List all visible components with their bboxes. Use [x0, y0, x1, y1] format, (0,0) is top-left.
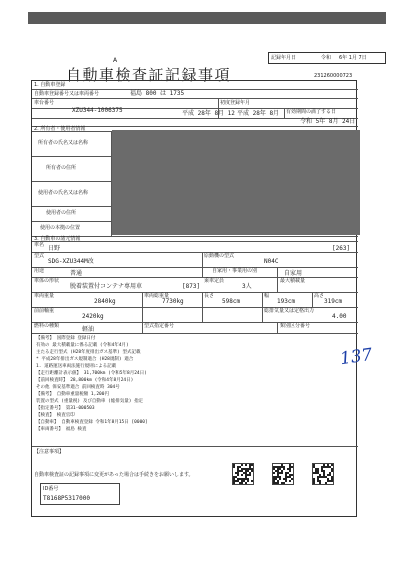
qr-pattern [273, 464, 293, 484]
gross-weight-label: 車両総重量 [144, 293, 170, 299]
remark-line: * 平成28年排出ガス規制適合 (H28規制) 適合 [36, 357, 134, 362]
section-registration-heading: 1. 自動車登録 [34, 82, 66, 88]
use-value: 普通 [70, 270, 83, 277]
stamp-era: 令和 [321, 55, 332, 61]
use-label: 用途 [34, 268, 45, 274]
section-specs-heading: 3. 自動車の諸元情報 [34, 236, 81, 242]
remark-line: 1. 道路運送車両法施行規則による記載 [36, 364, 117, 369]
notice-text: 自動車検査証の記録事項に変更があった場合は手続きをお願いします。 [34, 472, 194, 478]
qr-pattern [313, 464, 333, 484]
body-shape-value: 脱着装置付コンテナ専用車 [70, 283, 143, 290]
stamp-value: 6年 1月 7日 [339, 55, 367, 61]
plate-label: 自動車登録番号又は車両番号 [34, 91, 100, 97]
max-load-label: 最大積載量 [280, 278, 306, 284]
fuel-label: 燃料の種類 [34, 323, 60, 329]
fuel-value: 軽油 [82, 326, 95, 333]
id-code-label: ID番号 [43, 486, 59, 492]
displacement-label: 総排気量又は定格出力 [264, 308, 315, 314]
class-number-label: 類別区分番号 [280, 323, 311, 329]
notes-heading: 【注意事項】 [34, 449, 65, 455]
remark-line: 有効の 最大積載量に係る記載 (令和4年4月) [36, 343, 129, 348]
remark-line: 【備考】 自動車重量税額 1,200円 [36, 392, 109, 397]
height-label: 高さ [314, 293, 325, 299]
expiry-value: 令和 5年 8月 24日 [300, 118, 356, 125]
remark-line: 装置の型式 (重量税) 及び自動車 (総排気量) 指定 [36, 399, 144, 404]
weight-label: 車両重量 [34, 293, 55, 299]
type-designation-label: 型式指定番号 [144, 323, 175, 329]
body-shape-label: 車体の形状 [34, 278, 60, 284]
id-code-value: T8168P5317000 [43, 495, 90, 502]
remark-line: 【前回検査時】 28,800km (令和4年8月24日) [36, 378, 134, 383]
section-owner-heading: 2. 所有者・使用者情報 [34, 126, 86, 132]
top-redaction-bar [28, 12, 386, 24]
document-mark: A [113, 57, 118, 64]
first-reg-label: 初度登録年月 [220, 100, 251, 106]
remark-line: 【検査】 検査官印 [36, 413, 75, 418]
car-name-value: 日野 [48, 245, 61, 252]
user-address-label: 使用者の住所 [46, 210, 77, 216]
front-axle-label: 前前軸重 [34, 308, 55, 314]
height-value: 319cm [324, 298, 343, 305]
owner-name-label: 所有者の氏名又は名称 [38, 140, 89, 146]
gross-weight-value: 7730kg [162, 298, 184, 305]
weight-value: 2840kg [94, 298, 116, 305]
document-title: 自動車検査証記録事項 [66, 66, 232, 84]
capacity-label: 乗車定員 [204, 278, 225, 284]
plate-value: 福島 800 は 1735 [130, 90, 185, 97]
vin-label: 車台番号 [34, 100, 55, 106]
capacity-value: 3人 [242, 283, 252, 290]
qr-pattern [233, 464, 253, 484]
qr-code-1 [232, 463, 254, 485]
expiry-label: 有効期間の満了する日 [286, 109, 337, 115]
width-value: 193cm [277, 298, 296, 305]
owner-address-label: 所有者の住所 [46, 165, 77, 171]
body-shape-code: [873] [182, 283, 201, 290]
front-axle-value: 2420kg [82, 313, 104, 320]
engine-value: N04C [264, 258, 279, 265]
width-label: 幅 [264, 293, 270, 299]
certificate-number: 231260000723 [314, 73, 353, 79]
stamp-label: 記録年月日 [271, 55, 297, 61]
handwritten-number: 137 [338, 344, 374, 370]
base-location-label: 使用の本拠の位置 [40, 225, 81, 231]
length-value: 598cm [222, 298, 241, 305]
id-code-box [40, 483, 120, 505]
vin-value: XZU344-1006375 [72, 107, 123, 114]
first-reg-value: 平成 28年 8月 12 [182, 110, 235, 117]
prev-inspection-value: 平成 28年 8月 [237, 110, 280, 117]
car-name-label: 車名 [34, 242, 45, 248]
remark-line: 【指定番号】 第31-000503 [36, 406, 95, 411]
qr-code-2 [272, 463, 294, 485]
remark-line: 【自動車】 自動車検査登録 令和1年8月15日 [0000] [36, 420, 148, 425]
record-date-stamp [268, 52, 386, 64]
displacement-value: 4.00 [332, 313, 347, 320]
qr-code-3 [312, 463, 334, 485]
purpose-value: 自家用 [284, 270, 303, 277]
car-name-code: [263] [332, 245, 351, 252]
remark-line: 【備考】 国際登録 登録日付 [36, 336, 96, 341]
user-name-label: 使用者の氏名又は名称 [38, 190, 89, 196]
purpose-label: 自家用・事業用の別 [212, 268, 258, 274]
remark-line: 【走行距離計表示値】 31,700km (令和5年8月24日) [36, 371, 147, 376]
engine-label: 原動機の型式 [204, 253, 235, 259]
length-label: 長さ [204, 293, 215, 299]
model-value: SDG-XZU344M改 [48, 258, 94, 265]
personal-info-redaction [112, 130, 360, 235]
remark-line: 主たる走行型式 (H28年度排出ガス基準) 型式記載 [36, 350, 141, 355]
remark-line: その他 保安基準適合 前回検査時 304号 [36, 385, 120, 390]
remark-line: 【車両番号】 福島 検査 [36, 427, 87, 432]
model-label: 型式 [34, 253, 45, 259]
